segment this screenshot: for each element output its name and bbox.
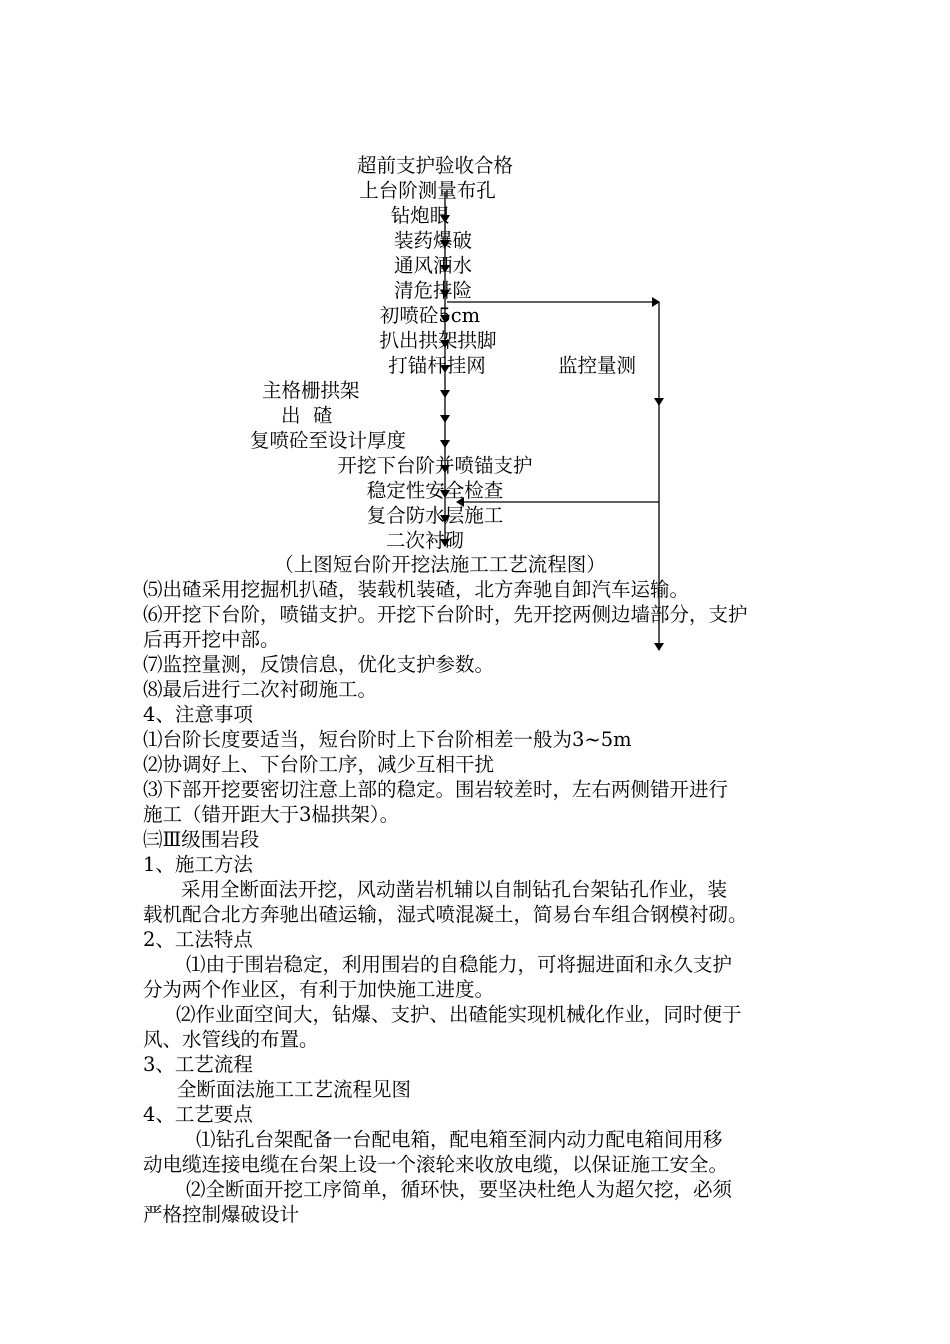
body-line: 分为两个作业区，有利于加快施工进度。	[143, 978, 495, 1001]
body-line: 施工（错开距大于3榀拱架）。	[143, 803, 400, 826]
body-line: ⑴由于围岩稳定，利用围岩的自稳能力，可将掘进面和永久支护	[186, 953, 733, 976]
body-line: 采用全断面法开挖，风动凿岩机辅以自制钻孔台架钻孔作业，装	[181, 878, 728, 901]
flow-step: 稳定性安全检查	[366, 479, 504, 502]
section-heading: 4、注意事项	[143, 703, 253, 726]
flow-step: 初喷砼5cm	[379, 304, 481, 327]
body-line: ⑺监控量测，反馈信息，优化支护参数。	[143, 653, 495, 676]
body-line: 动电缆连接电缆在台架上设一个滚轮来收放电缆，以保证施工安全。	[143, 1153, 729, 1176]
flow-step: 复合防水层施工	[366, 504, 504, 527]
flow-step: 主格栅拱架	[262, 379, 360, 402]
body-line: ⑻最后进行二次衬砌施工。	[143, 678, 378, 701]
body-line: ⑵全断面开挖工序简单，循环快，要坚决杜绝人为超欠挖，必须	[186, 1178, 733, 1201]
body-line: ⑶下部开挖要密切注意上部的稳定。围岩较差时，左右两侧错开进行	[143, 778, 729, 801]
body-line: ⑵协调好上、下台阶工序，减少互相干扰	[143, 753, 495, 776]
section-heading: 2、工法特点	[143, 928, 253, 951]
body-line: 后再开挖中部。	[143, 628, 280, 651]
flow-step: 上台阶测量布孔	[359, 179, 496, 202]
section-heading: 3、工艺流程	[143, 1053, 253, 1076]
section-heading: 4、工艺要点	[143, 1103, 253, 1126]
flow-step: 清危排险	[393, 279, 472, 302]
body-line: 全断面法施工工艺流程见图	[177, 1078, 412, 1101]
flowchart-caption: （上图短台阶开挖法施工工艺流程图）	[274, 553, 606, 576]
flow-step: 打锚杆挂网	[388, 354, 486, 377]
body-line: 风、水管线的布置。	[143, 1028, 319, 1051]
flow-step: 通风洒水	[393, 254, 472, 277]
flow-step: 出 碴	[281, 404, 333, 427]
body-line: 载机配合北方奔驰出碴运输，湿式喷混凝土，简易台车组合钢模衬砌。	[143, 903, 748, 926]
body-line: ⑸出碴采用挖掘机扒碴，装载机装碴，北方奔驰自卸汽车运输。	[143, 578, 690, 601]
flow-step: 扒出拱架拱脚	[379, 329, 497, 352]
section-heading: ㈢Ⅲ级围岩段	[143, 828, 260, 851]
flow-step: 复喷砼至设计厚度	[250, 429, 407, 452]
body-line: ⑴台阶长度要适当，短台阶时上下台阶相差一般为3~5m	[143, 728, 632, 751]
body-line: 严格控制爆破设计	[143, 1203, 300, 1226]
body-line: ⑴钻孔台架配备一台配电箱，配电箱至洞内动力配电箱间用移	[196, 1128, 723, 1151]
body-line: ⑹开挖下台阶，喷锚支护。开挖下台阶时，先开挖两侧边墙部分，支护	[143, 603, 748, 626]
flow-step: 超前支护验收合格	[356, 154, 513, 177]
flow-step: 钻炮眼	[390, 204, 450, 227]
flow-step: 开挖下台阶并喷锚支护	[337, 454, 533, 477]
flow-step: 装药爆破	[393, 229, 472, 252]
monitoring-label: 监控量测	[558, 354, 637, 377]
flow-step: 二次衬砌	[385, 529, 464, 552]
section-heading: 1、施工方法	[143, 853, 253, 876]
body-line: ⑵作业面空间大，钻爆、支护、出碴能实现机械化作业，同时便于	[176, 1003, 742, 1026]
